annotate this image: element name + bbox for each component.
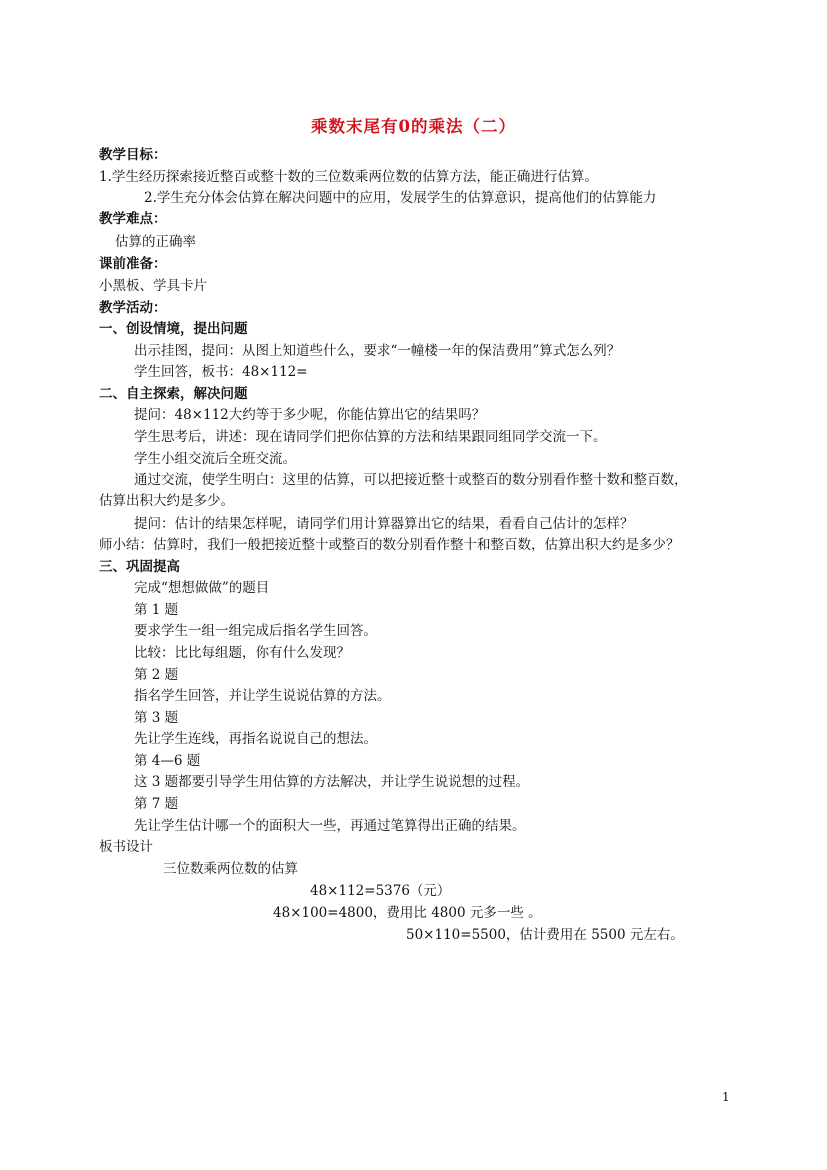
board-title: 三位数乘两位数的估算 (163, 861, 298, 877)
heading-activities: 教学活动： (99, 300, 167, 316)
section-2-line-2: 学生思考后，讲述：现在请同学们把你估算的方法和结果跟同组同学交流一下。 (134, 429, 607, 445)
preparation-text: 小黑板、学具卡片 (99, 278, 207, 294)
section-3-line-1: 完成“想想做做”的题目 (134, 580, 270, 596)
section-2-line-1: 提问：48×112大约等于多少呢，你能估算出它的结果吗？ (134, 407, 486, 423)
exercise-3-label: 第 3 题 (134, 710, 179, 726)
section-1-line-2: 学生回答，板书：48×112= (134, 364, 308, 380)
section-2-line-4: 通过交流，使学生明白：这里的估算，可以把接近整十或整百的数分别看作整十数和整百数， (134, 472, 688, 488)
heading-difficulty: 教学难点： (99, 211, 167, 227)
page-number: 1 (722, 1090, 730, 1104)
exercise-2-text: 指名学生回答，并让学生说说估算的方法。 (134, 688, 391, 704)
exercise-1-text: 要求学生一组一组完成后指名学生回答。 (134, 623, 377, 639)
exercise-2-label: 第 2 题 (134, 667, 179, 683)
goal-1: 1.学生经历探索接近整百或整十数的三位数乘两位数的估算方法，能正确进行估算。 (99, 169, 598, 185)
exercise-1-compare: 比较：比比每组题，你有什么发现？ (134, 645, 350, 661)
heading-teaching-goals: 教学目标： (99, 147, 167, 163)
section-2-line-5: 估算出积大约是多少。 (99, 493, 234, 509)
board-line-3: 50×110=5500，估计费用在 5500 元左右。 (406, 927, 684, 943)
exercise-4-6-text: 这 3 题都要引导学生用估算的方法解决，并让学生说说想的过程。 (134, 774, 530, 790)
goal-2: 2.学生充分体会估算在解决问题中的应用，发展学生的估算意识，提高他们的估算能力 (144, 190, 657, 206)
exercise-4-6-label: 第 4—6 题 (134, 753, 201, 769)
section-1-heading: 一、创设情境，提出问题 (99, 321, 248, 337)
document-title: 乘数末尾有0的乘法（二） (311, 117, 516, 136)
board-design-heading: 板书设计 (99, 839, 153, 855)
board-line-2: 48×100=4800，费用比 4800 元多一些 。 (273, 905, 542, 921)
section-3-heading: 三、巩固提高 (99, 559, 180, 575)
section-2-line-6: 提问：估计的结果怎样呢，请同学们用计算器算出它的结果，看看自己估计的怎样？ (134, 516, 634, 532)
exercise-1-label: 第 1 题 (134, 602, 179, 618)
section-2-summary: 师小结：估算时，我们一般把接近整十或整百的数分别看作整十和整百数，估算出积大约是多少？ (99, 537, 680, 553)
section-2-heading: 二、自主探索，解决问题 (99, 386, 248, 402)
exercise-7-label: 第 7 题 (134, 796, 179, 812)
board-line-1: 48×112=5376（元） (310, 883, 451, 899)
exercise-3-text: 先让学生连线，再指名说说自己的想法。 (134, 731, 377, 747)
section-1-line-1: 出示挂图，提问：从图上知道些什么，要求“一幢楼一年的保洁费用”算式怎么列？ (134, 343, 621, 359)
exercise-7-text: 先让学生估计哪一个的面积大一些，再通过笔算得出正确的结果。 (134, 818, 526, 834)
difficulty-text: 估算的正确率 (115, 234, 196, 250)
section-2-line-3: 学生小组交流后全班交流。 (134, 451, 296, 467)
heading-preparation: 课前准备： (99, 256, 167, 272)
